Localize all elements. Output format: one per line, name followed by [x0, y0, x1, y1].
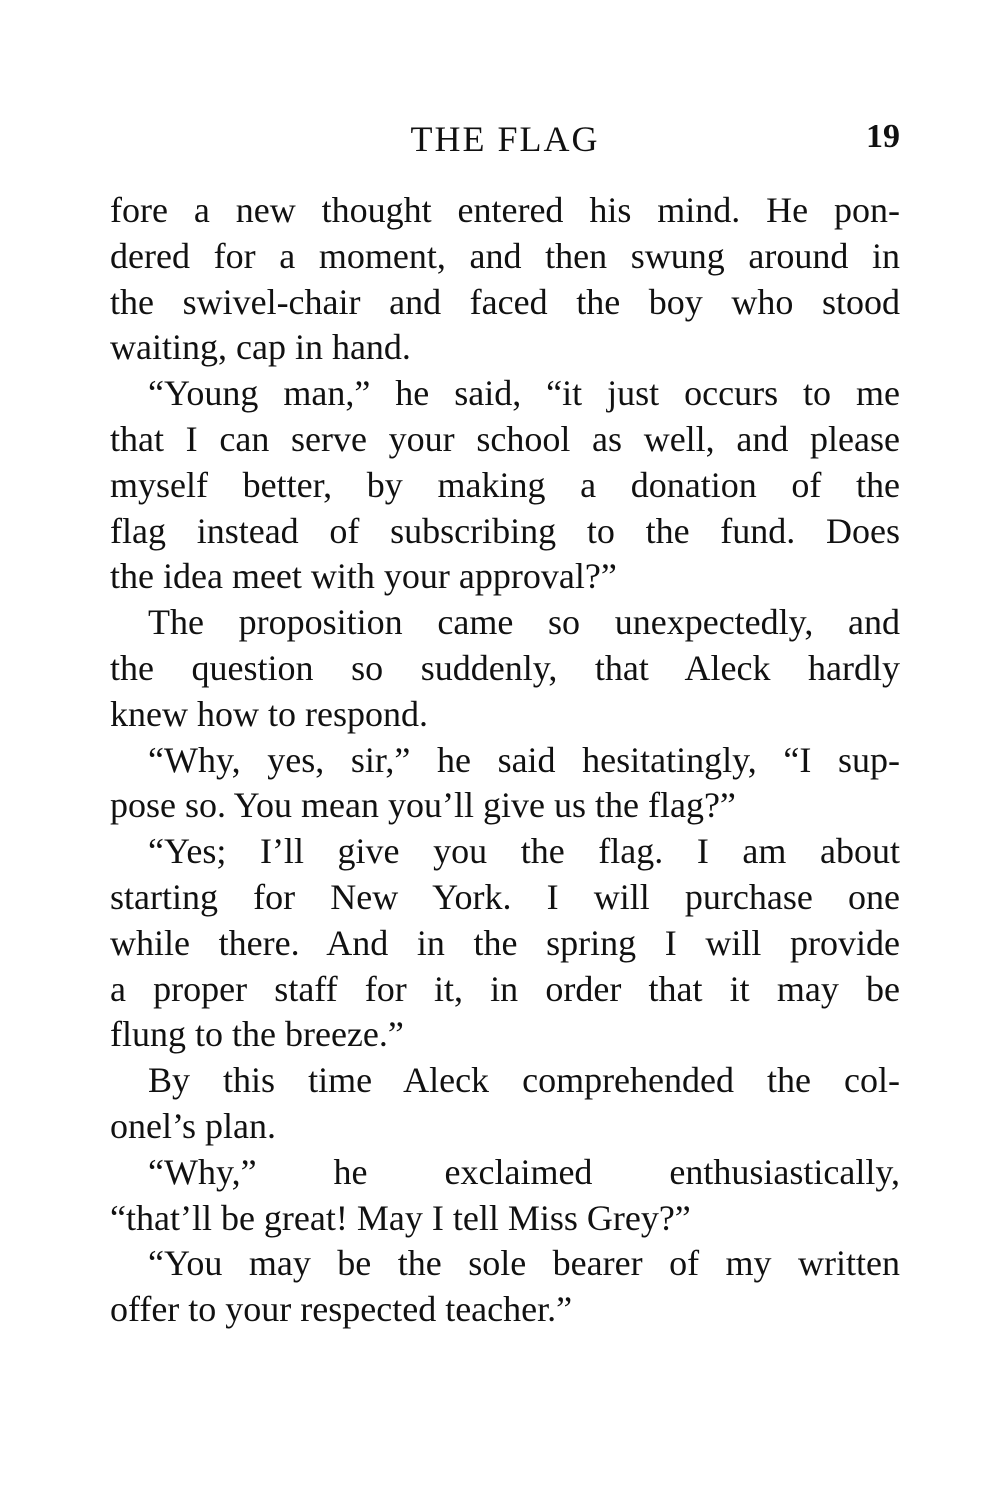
text-line: knew how to respond.	[110, 693, 428, 734]
text-line: waiting, cap in hand.	[110, 327, 411, 368]
text-line: offer to your respected teacher.”	[110, 1289, 573, 1330]
text-line: the swivel-chair and faced the boy who stood	[110, 281, 900, 322]
text-line: By this time Aleck comprehended the col-	[148, 1060, 900, 1101]
text-line: that I can serve your school as well, and please	[110, 418, 900, 459]
text-line: a proper staff for it, in order that it may be	[110, 968, 900, 1009]
text-line: “Yes; I’ll give you the flag. I am about	[148, 831, 900, 872]
text-line: The proposition came so unexpectedly, and	[148, 602, 900, 643]
text-line: starting for New York. I will purchase one	[110, 876, 900, 917]
text-line: onel’s plan.	[110, 1105, 276, 1146]
page-number: 19	[866, 118, 900, 155]
text-line: flung to the breeze.”	[110, 1014, 404, 1055]
text-line: flag instead of subscribing to the fund. Does	[110, 510, 900, 551]
text-line: “Young man,” he said, “it just occurs to me	[148, 373, 900, 414]
page-header	[110, 118, 900, 168]
text-line: pose so. You mean you’ll give us the flag?”	[110, 785, 736, 826]
text-line: the question so suddenly, that Aleck hardly	[110, 647, 900, 688]
text-line: “Why,” he exclaimed enthusiastically,	[148, 1151, 900, 1192]
running-head: THE FLAG	[410, 119, 600, 159]
text-line: “that’ll be great! May I tell Miss Grey?”	[110, 1197, 691, 1238]
text-line: while there. And in the spring I will provide	[110, 922, 900, 963]
body-text	[110, 188, 900, 1333]
text-line: fore a new thought entered his mind. He pon-	[110, 190, 900, 230]
text-line: myself better, by making a donation of the	[110, 464, 900, 505]
text-line: “Why, yes, sir,” he said hesitatingly, “I sup-	[148, 739, 900, 780]
text-line: “You may be the sole bearer of my written	[148, 1243, 900, 1284]
text-line: dered for a moment, and then swung around in	[110, 235, 900, 276]
text-line: the idea meet with your approval?”	[110, 556, 617, 597]
